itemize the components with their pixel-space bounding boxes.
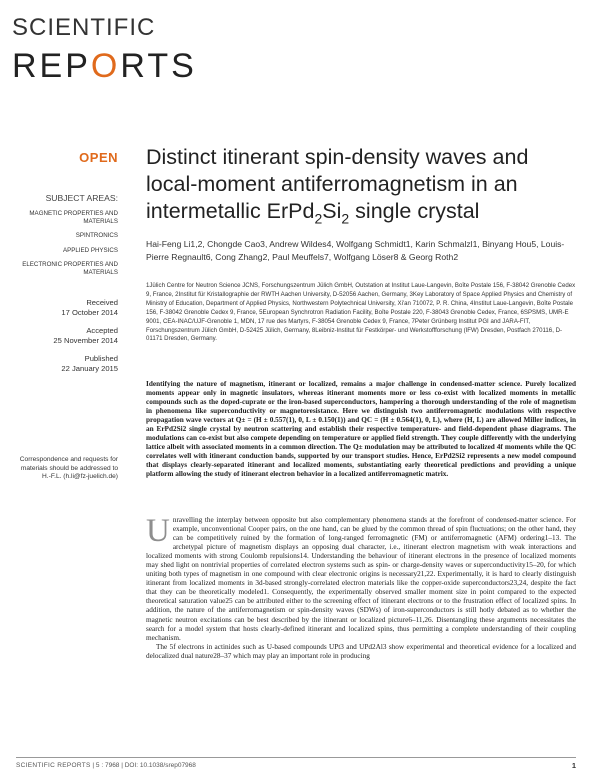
footer-doi[interactable]: | 5 : 7968 | DOI: 10.1038/srep07968 [90, 762, 196, 769]
title-text-2: Si [322, 199, 342, 223]
subject-area-link[interactable]: SPINTRONICS [75, 232, 118, 240]
affiliations: 1Jülich Centre for Neutron Science JCNS, Forschungszentrum Jülich GmbH, Outstation at Institut Laue-Langevin, Boîte Postale 156, F-38042 Grenoble Cedex 9, France, 2Institut für Kristallographie der RWTH Aachen University, D-52056 Aachen, Germany, 3Key Laboratory of Space Applied Physics and Chemistry of Ministry of Education, Department of Applied Physics, Northwestern Polytechnical University, Xi'an 710072, P. R. China, 4Institut Laue-Langevin, Boîte Postale 156, F-38042 Grenoble Cedex 9, France, 5European Synchrotron Radiation Facility, Boîte Postale 220, F-38043 Grenoble Cedex, France, 6SPSMS, UMR-E 9001, CEA-INAC/UJF-Grenoble 1, MDN, 17 rue des Martyrs, F-38054 Grenoble Cedex 9, France, 7Peter Grünberg Institut PGI and JARA-FIT, Forschungszentrum Jülich GmbH, D-52425 Jülich, Germany, 8Leibniz-Institut für Festkörper- und Werkstoffforschung (IFW) Dresden, Postfach 270116, D-01171 Dresden, Germany. [146, 282, 576, 343]
footer-citation [16, 762, 196, 769]
received-label: Received [86, 298, 118, 307]
accepted-label: Accepted [86, 326, 118, 335]
journal-logo [12, 14, 197, 85]
title-text-3: single crystal [349, 199, 480, 223]
accepted-value: 25 November 2014 [53, 335, 118, 345]
drop-cap: U [146, 513, 170, 549]
received-date [16, 298, 118, 317]
published-label: Published [84, 354, 118, 363]
logo-reports-prefix: REP [12, 47, 91, 85]
paragraph-1-text: nravelling the interplay between opposite but also complementary phenomena stands at the forefront of condensed-matter science. For example, unconventional Cooper pairs, on the one hand, can be glued by the common thread of spin fluctuations; on the other hand, they can be competitively ruined by the formation of long-ranged ferromagnetic (FM) or antiferromagnetic (AFM) ordering1–13. The archetypal picture of magnetism displays an opposing dual character, i.e., itinerant electron magnetism with weak interactions and localized moments with strong Coulomb repulsions14. Understanding the behaviour of itinerant electrons in the presence of localized moments may shed light on nontrivial properties of correlated electron systems such as spin- or charge-density waves or superconductivity15–20, for which uniting both types of magnetism in one compound with clear electronic origins is necessary21,22. Experimentally, it is hard to clearly distinguish itinerant from localized moments in 3d-based strongly-correlated electron materials like the copper-oxide superconductors23,24, despite the fact that they can be theoretically modeled1. Consequently, the experimentally observed smaller moment size in point compared to the expected theoretical saturation value25 can be attributed either to the screening effect of itinerant electrons or to the frustration effect of localized spins. In addition, the nature of the antiferromagnetism or spin-density waves (SDWs) of iron-superconductors is still hotly debated as to whether the magnetic neutron excitations can be best described by the itinerant or localized picture6–11,26. Disentangling these arguments necessitates the search for a model system that hosts clearly-defined itinerant and localized spins, thus permitting a complete understanding of their coupling mechanism. [146, 516, 576, 642]
publication-dates [16, 298, 118, 382]
abstract: Identifying the nature of magnetism, itinerant or localized, remains a major challenge in condensed-matter science. Purely localized moments appear only in magnetic insulators, whereas itinerant moments more or less co-exist with localized moments in metallic compounds such as the doped-cuprate or the iron-based superconductors, hampering a thorough understanding of the role of magnetism in phenomena like superconductivity or magnetoresistance. Here we distinguish two antiferromagnetic modulations with respective propagation wave vectors at Q± = (H ± 0.557(1), 0, L ± 0.150(1)) and QC = (H ± 0.564(1), 0, L), where (H, L) are allowed Miller indices, in an ErPd2Si2 single crystal by neutron scattering and establish their respective temperature- and field-dependent phase diagrams. The modulations can co-exist but also compete depending on temperature or applied field strength. They couple differently with the underlying lattice albeit with associated moments in a common direction. The Q± modulation may be attributed to localized 4f moments while the QC correlates well with itinerant conduction bands, supported by our transport studies. Hence, ErPd2Si2 represents a new model compound that displays clearly-separated itinerant and localized moments, substantiating early theoretical predictions and providing a unique platform allowing the study of itinerant electron behavior in a localized antiferromagnetic matrix. [146, 380, 576, 478]
accepted-date [16, 326, 118, 345]
logo-reports-suffix: RTS [120, 47, 197, 85]
published-date [16, 354, 118, 373]
received-value: 17 October 2014 [61, 307, 118, 317]
subject-area-link[interactable]: ELECTRONIC PROPERTIES AND MATERIALS [22, 260, 118, 277]
footer-divider [16, 757, 576, 758]
subject-area-link[interactable]: MAGNETIC PROPERTIES AND MATERIALS [29, 210, 118, 226]
title-subscript-1: 2 [314, 210, 323, 227]
body-paragraph-2: The 5f electrons in actinides such as U-based compounds UPt3 and UPd2Al3 show experimental and theoretical evidence for a localized and delocalized dual nature28–37 which may play an important role in producing [146, 642, 576, 660]
subject-areas-list [16, 210, 118, 283]
logo-line-reports [12, 47, 197, 86]
page-number: 1 [571, 761, 576, 770]
published-value: 22 January 2015 [61, 363, 118, 373]
title-subscript-2: 2 [341, 210, 350, 227]
article-body [146, 513, 576, 661]
title-text-1: Distinct itinerant spin-density waves and local-moment antiferromagnetism in an intermetallic ErPd [146, 145, 529, 223]
open-access-label: OPEN [79, 150, 118, 165]
logo-o-ring: O [90, 47, 121, 85]
footer-brand: SCIENTIFIC REPORTS [16, 762, 91, 769]
author-list: Hai-Feng Li1,2, Chongde Cao3, Andrew Wildes4, Wolfgang Schmidt1, Karin Schmalzl1, Binyang Hou5, Louis-Pierre Regnault6, Cong Zhang2, Paul Meuffels7, Wolfgang Löser8 & Georg Roth2 [146, 239, 565, 262]
subject-area-link[interactable]: APPLIED PHYSICS [62, 246, 118, 254]
logo-line-scientific: SCIENTIFIC [12, 14, 156, 41]
correspondence-note: Correspondence and requests for materials should be addressed to H.-F.L. (h.li@fz-juelich.de) [19, 456, 118, 481]
article-title [146, 144, 576, 232]
body-paragraph-1 [146, 513, 576, 643]
subject-areas-heading: SUBJECT AREAS: [45, 193, 118, 203]
